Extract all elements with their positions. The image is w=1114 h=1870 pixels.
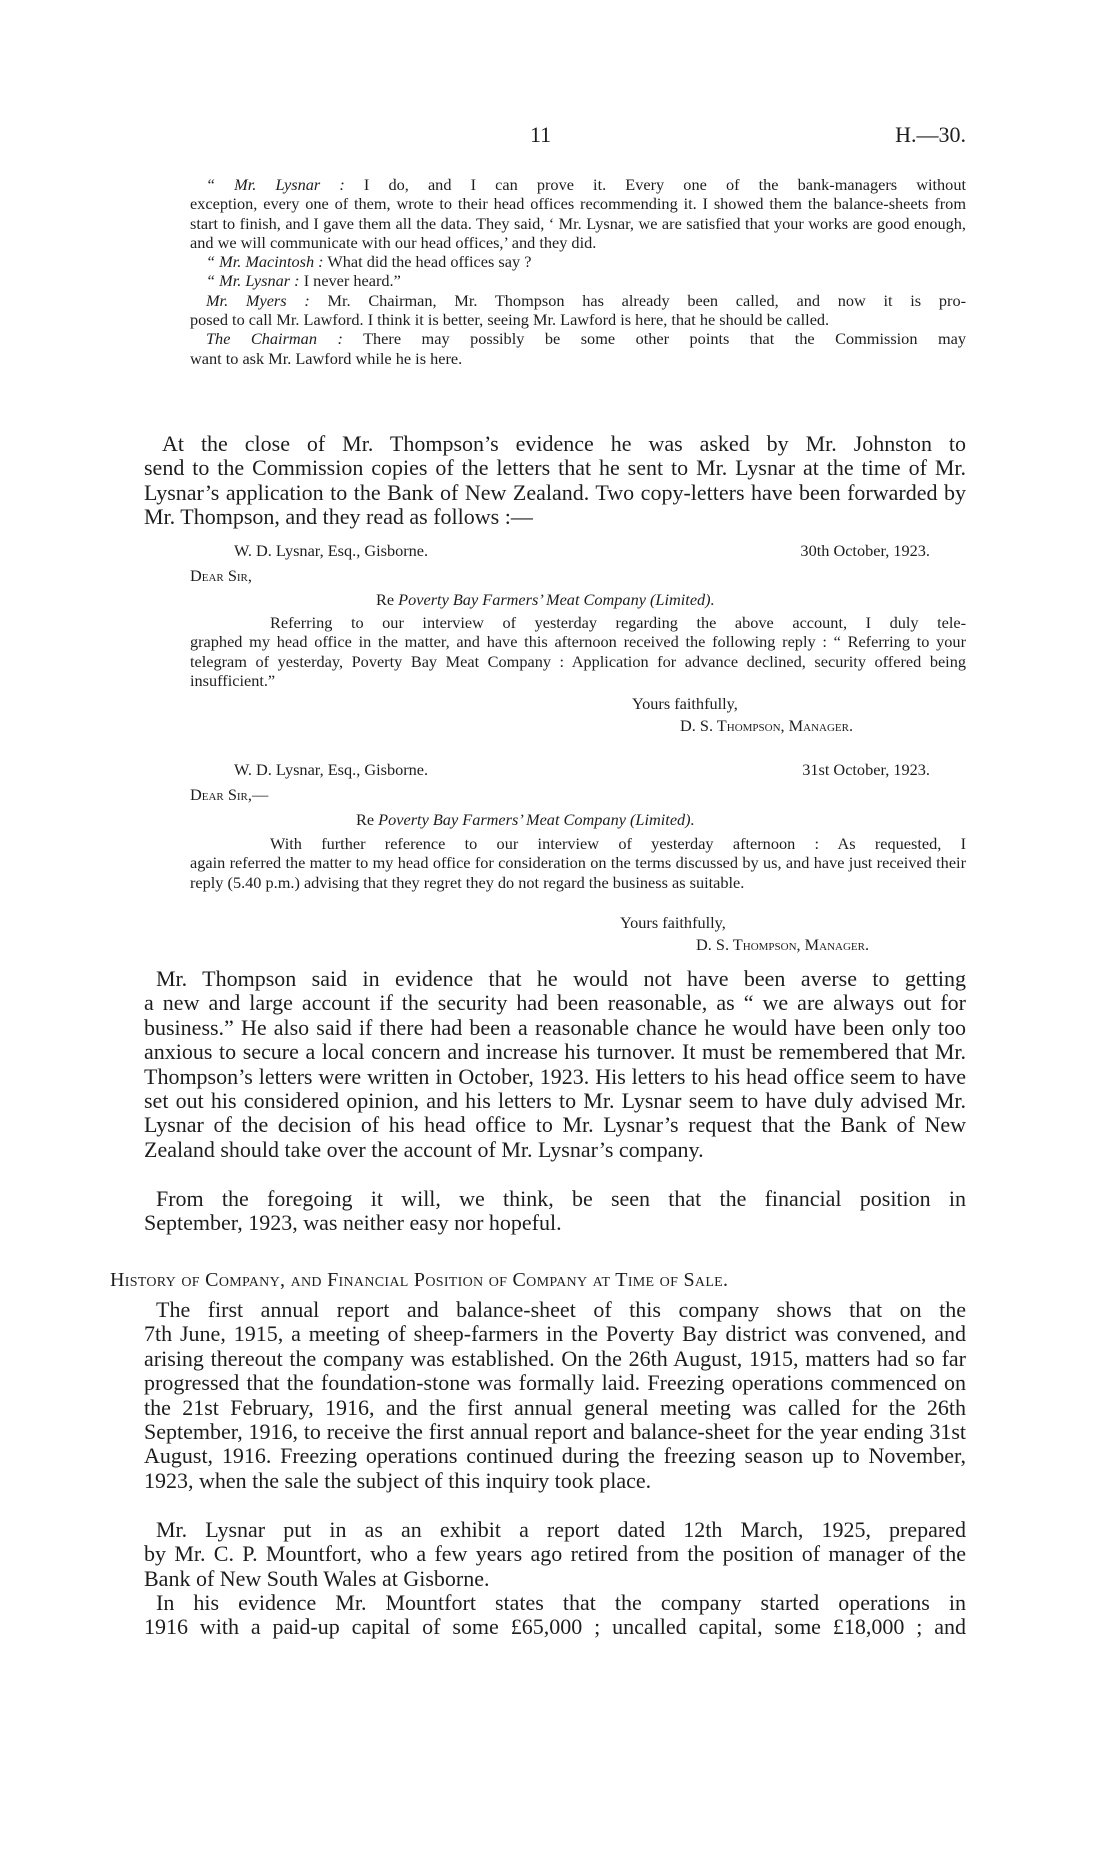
transcript-chairman-rest: want to ask Mr. Lawford while he is here. [190, 348, 463, 368]
letter1-salutation: Dear Sir, [190, 566, 252, 585]
transcript-excerpt [190, 175, 966, 368]
paragraph-thompson-evidence: Mr. Thompson said in evidence that he would not have been averse to getting a new and large account if the security had been reasonable, as “ we are always out for business.” He also said if there had been a reasonable chance he would have been only too anxious to secure a local concern and increase his turnover. It must be remembered that Mr. Thompson’s letters were written in October, 1923. His letters to his head office seem to have set out his considered opinion, and his letters to Mr. Lysnar seem to have duly advised Mr. Lysnar of the decision of his head office to Mr. Lysnar’s request that the Bank of New Zealand should take over the account of Mr. Lysnar’s company. [144, 966, 966, 1162]
letter2-subject: Re Poverty Bay Farmers’ Meat Company (Limited). [356, 810, 695, 829]
transcript-myers-rest: posed to call Mr. Lawford. I think it is better, seeing Mr. Lawford is here, that he should be called. [190, 310, 830, 330]
transcript-macintosh: “ Mr. Macintosh : What did the head offices say ? [206, 252, 532, 272]
transcript-myers-line1: Mr. Myers : Mr. Chairman, Mr. Thompson has already been called, and now it is pro- [206, 290, 967, 310]
paragraph-exhibit: Mr. Lysnar put in as an exhibit a report dated 12th March, 1925, prepared by Mr. C. P. Mountfort, who a few years ago retired from the position of manager of the Bank of New South Wales at Gisborne. [144, 1517, 966, 1591]
transcript-lysnar-line1: “ Mr. Lysnar : I do, and I can prove it. Every one of the bank-managers without [206, 175, 966, 194]
page-number: 11 [530, 122, 552, 147]
report-reference: H.—30. [895, 122, 966, 147]
paragraph-close-of-evidence: At the close of Mr. Thompson’s evidence he was asked by Mr. Johnston to send to the Commission copies of the letters that he sent to Mr. Lysnar at the time of Mr. Lysnar’s application to the Bank of New Zealand. Two copy-letters have been forwarded by Mr. Thompson, and they read as follows :— [144, 431, 966, 530]
transcript-lysnar-rest: exception, every one of them, wrote to their head offices recommending it. I showed them the balance-sheets from start to finish, and I gave them all the data. They said, ‘ Mr. Lysnar, we are satisfied that your works are good enough, and we will communicate with our head offices,’ and they did. [190, 194, 966, 252]
transcript-lysnar-2: “ Mr. Lysnar : I never heard.” [206, 271, 401, 291]
letter2-signature: D. S. Thompson, Manager. [696, 935, 870, 954]
letter1-body: Referring to our interview of yesterday regarding the above account, I duly tele- graphed my head office in the matter, and have this afternoon received the following reply : “ Referring to your telegram of yesterday, Poverty Bay Meat Company : Application for advance declined, security offered being insufficient.” [190, 613, 966, 690]
letter2-date: 31st October, 1923. [802, 760, 930, 779]
letter2-address: W. D. Lysnar, Esq., Gisborne. [234, 760, 429, 779]
letter1-address: W. D. Lysnar, Esq., Gisborne. [234, 541, 429, 560]
paragraph-company-history: The first annual report and balance-sheet of this company shows that on the 7th June, 1915, a meeting of sheep-farmers in the Poverty Bay district was convened, and arising thereout the company was established. On the 26th August, 1915, matters had so far progressed that the foundation-stone was formally laid. Freezing operations commenced on the 21st February, 1916, and the first annual general meeting was called for the 26th September, 1916, to receive the first annual report and balance-sheet for the year ending 31st August, 1916. Freezing operations continued during the freezing season up to November, 1923, when the sale the subject of this inquiry took place. [144, 1297, 966, 1493]
letter2-closing: Yours faithfully, [620, 913, 726, 932]
letter2-body: With further reference to our interview of yesterday afternoon : As requested, I again referred the matter to my head office for consideration on the terms discussed by us, and have just received their reply (5.40 p.m.) advising that they regret they do not regard the business as suitable. [190, 834, 966, 892]
letter1-closing: Yours faithfully, [632, 694, 738, 713]
letter2-salutation: Dear Sir,— [190, 785, 269, 804]
letter1-signature: D. S. Thompson, Manager. [680, 716, 854, 735]
letter1-date: 30th October, 1923. [800, 541, 930, 560]
paragraph-foregoing: From the foregoing it will, we think, be seen that the financial position in September, 1923, was neither easy nor hopeful. [144, 1186, 966, 1236]
transcript-chairman-line1: The Chairman : There may possibly be some other points that the Commission may [206, 329, 966, 349]
paragraph-mountfort: In his evidence Mr. Mountfort states that the company started operations in 1916 with a paid-up capital of some £65,000 ; uncalled capital, some £18,000 ; and [144, 1590, 966, 1640]
section-heading: History of Company, and Financial Position of Company at Time of Sale. [110, 1269, 729, 1291]
letter1-subject: Re Poverty Bay Farmers’ Meat Company (Limited). [376, 590, 715, 609]
